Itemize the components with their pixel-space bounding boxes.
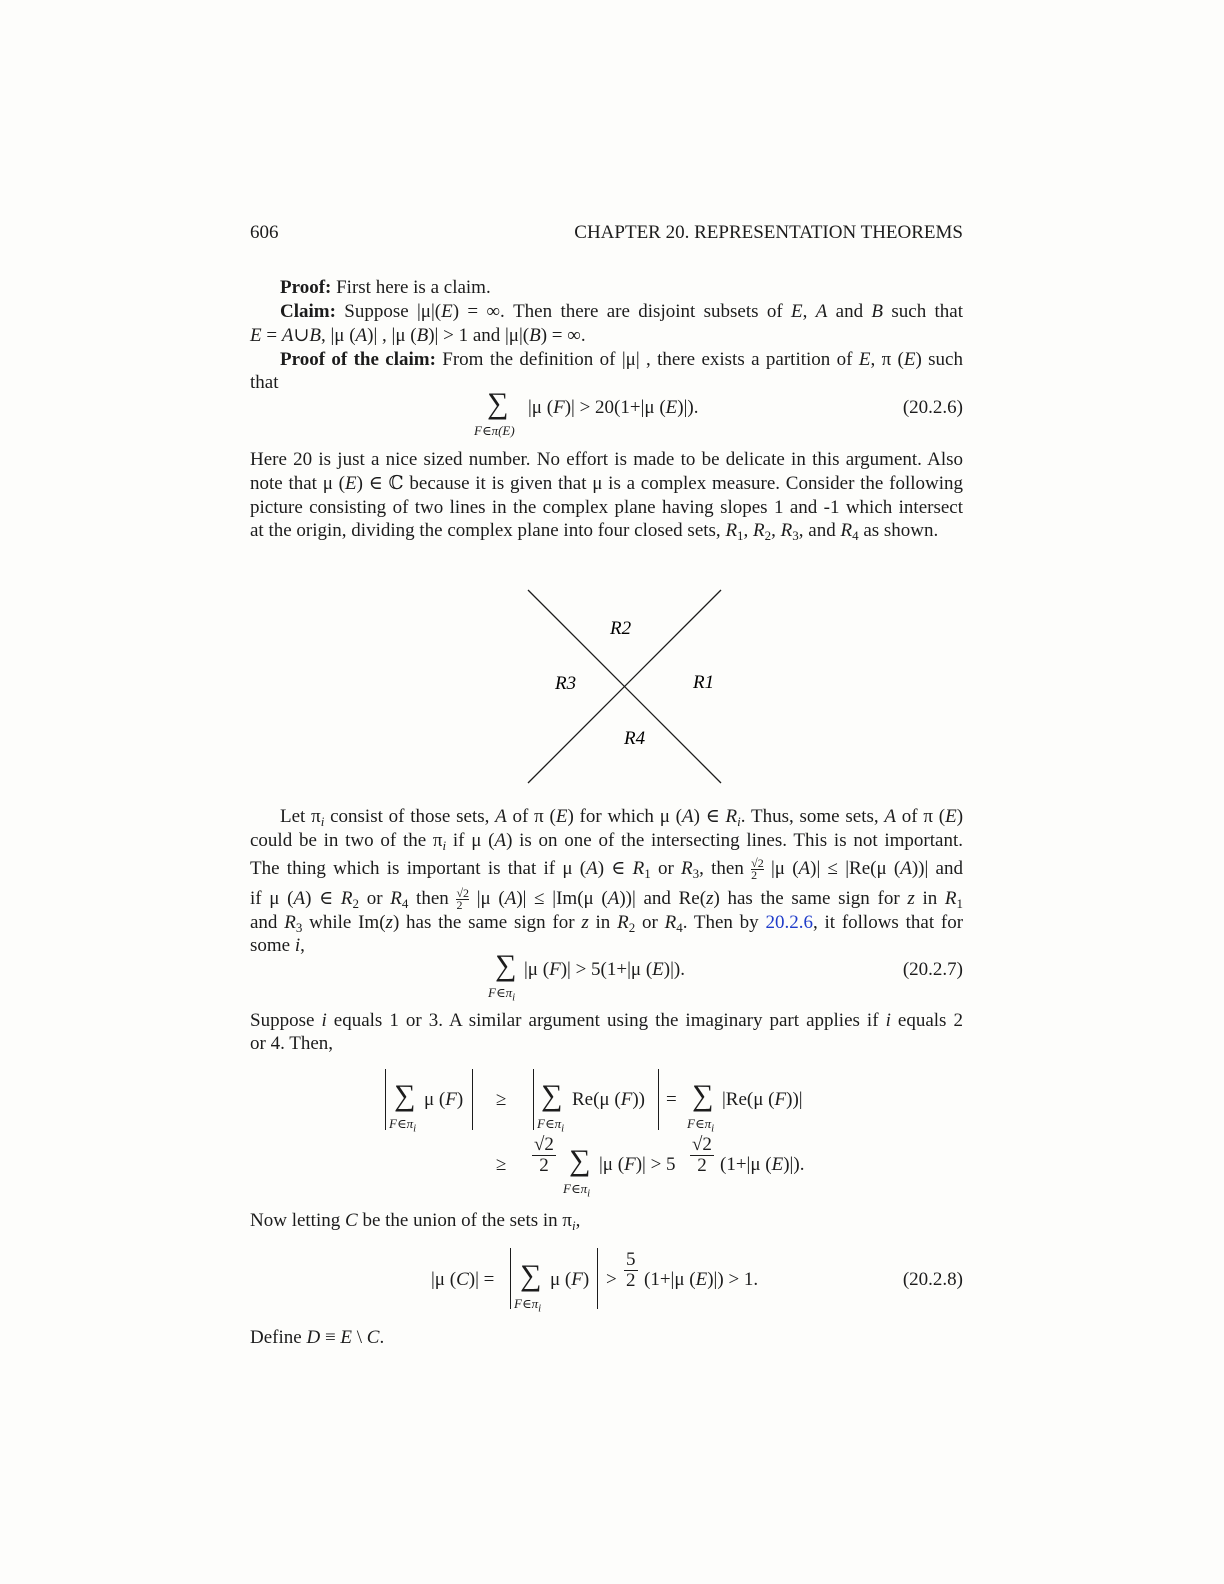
row2-index: $F\in\pi_i$ [563,1181,591,1200]
eq-sign-1: = [666,1089,677,1110]
eq8-gt: > [606,1269,617,1290]
suppose-text: Suppose [250,1010,322,1031]
define-line: Define D ≡ E \ C. [250,1327,385,1348]
row1-index-2: $F\in\pi_i$ [537,1116,565,1135]
label-r4: R4 [624,728,646,749]
eq8-term: μ (F) [550,1269,590,1290]
sum-index-2: $F\in\pi_i$ [488,985,516,1004]
running-head [250,221,963,245]
para3-line-4: if μ (A) ∈ $R_2$ or $R_4$ then $\frac{√2}{2}$ |μ (A)| ≤ |Im(μ (A))| and Re(z) has the same sign for z in $R_1$ [250,886,964,913]
equation-20-2-7: |μ (F)| > 5(1+|μ (E)|). [524,959,685,980]
para3-line-6: some i, [250,935,305,956]
sqrt2-over-2: $\frac{√2}{2}$ [534,1134,554,1176]
sum-index: F∈π(E) [474,423,515,438]
suppose-line-2: or 4. Then, [250,1033,334,1054]
label-r1: R1 [693,672,715,693]
now-letting-text: Now letting [250,1210,345,1231]
mu-c: |μ (C)| = [431,1269,495,1290]
equation-number-20-2-6: (20.2.6) [902,397,963,418]
row2-tail: (1+|μ (E)|). [720,1154,805,1175]
abs-bar-left-1 [385,1069,386,1130]
proof-line [280,276,963,300]
now-letting-line: Now letting C be the union of the sets in $\pi_i$, [250,1210,581,1233]
row1-index: $F\in\pi_i$ [389,1116,417,1135]
proof-label: Proof: [280,277,332,298]
claim-label: Claim: [280,301,336,322]
page-number: 606 [250,222,279,243]
para3-line-5: and $R_3$ while Im(z) has the same sign for z in $R_2$ or $R_4$. Then by 20.2.6, it follows that for [250,912,964,935]
label-r2: R2 [610,618,632,639]
row1-abs-re: |Re(μ (F))| [722,1089,803,1110]
equation-number-20-2-7: (20.2.7) [902,959,963,980]
label-r3: R3 [555,673,577,694]
para2-line-3: picture consisting of two lines in the complex plane having slopes 1 and -1 which intersect [250,497,963,518]
para2-line-1: Here 20 is just a nice sized number. No effort is made to be delicate in this argument. Also [250,449,963,470]
proof-claim-line-2: that [250,372,279,393]
proof-claim-label: Proof of the claim: [280,349,436,370]
chapter-title: CHAPTER 20. REPRESENTATION THEOREMS [574,222,963,243]
para3-line-3: The thing which is important is that if μ (A) ∈ $R_1$ or $R_3$, then $\frac{√2}{2}$ |μ (A)| ≤ |Re(μ (A))| and [250,856,963,883]
abs-bar-right-3 [597,1248,598,1309]
eq8-index: $F\in\pi_i$ [514,1296,542,1315]
suppose-line-1: Suppose i equals 1 or 3. A similar argument using the imaginary part applies if i equals 2 [250,1010,963,1031]
row1-re-term: Re(μ (F)) [572,1089,645,1110]
proof-claim-line-1: Proof of the claim: From the definition of |μ| , there exists a partition of E, π (E) such [280,349,963,370]
row1-index-3: $F\in\pi_i$ [687,1116,715,1135]
eq8-sum: ∑ [520,1259,542,1292]
proof-text: First here is a claim. [336,277,491,298]
eq8-tail: (1+|μ (E)|) > 1. [644,1269,759,1290]
claim-line-2: E = A∪B, |μ (A)| , |μ (B)| > 1 and |μ|(B) = ∞. [250,325,586,346]
equation-number-20-2-8: (20.2.8) [902,1269,963,1290]
para2-line-4: at the origin, dividing the complex plane into four closed sets, $R_1$, $R_2$, $R_3$, and $R_4$ as shown. [250,520,939,543]
geq-1: ≥ [496,1089,507,1110]
abs-bar-left-3 [510,1248,511,1309]
equation-20-2-6: |μ (F)| > 20(1+|μ (E)|). [528,397,699,418]
para3-line-1: Let $\pi_i$ consist of those sets, A of π (E) for which μ (A) ∈ $R_i$. Thus, some sets, A of π (E) [280,806,964,829]
row2-term: |μ (F)| > 5 [599,1154,676,1175]
row1-sum: ∑ [394,1079,416,1112]
sqrt2-over-2-b: $\frac{√2}{2}$ [692,1134,712,1176]
para2-line-2: note that μ (E) ∈ ℂ because it is given that μ is a complex measure. Consider the following [250,473,964,494]
sum-symbol: ∑ [487,387,509,420]
abs-bar-right-1 [472,1069,473,1130]
row1-term: μ (F) [424,1089,464,1110]
define-text: Define [250,1327,307,1348]
five-halves: $\frac{5}{2}$ [626,1249,636,1291]
equation-link[interactable]: 20.2.6 [765,912,813,933]
para3-line-2: could be in two of the $\pi_i$ if μ (A) is on one of the intersecting lines. This is not important. [250,830,963,853]
complex-plane-figure [520,585,730,790]
abs-bar-left-2 [533,1069,534,1130]
row2-sum: ∑ [569,1144,591,1177]
claim-line-1: Claim: Suppose |μ|(E) = ∞. Then there are disjoint subsets of E, A and B such that [280,301,964,322]
geq-2: ≥ [496,1154,507,1175]
sum-symbol-2: ∑ [495,949,517,982]
row1-sum-3: ∑ [692,1079,714,1112]
some-text: some [250,935,295,956]
abs-bar-right-2 [658,1069,659,1130]
row1-sum-2: ∑ [541,1079,563,1112]
